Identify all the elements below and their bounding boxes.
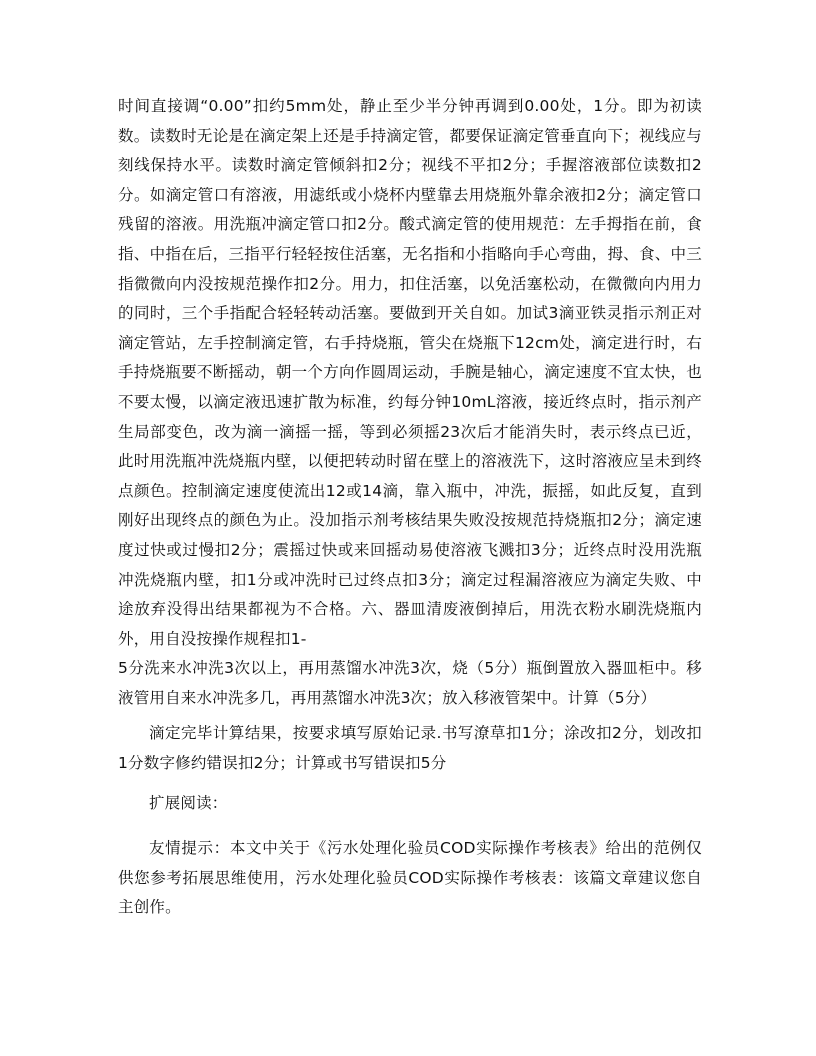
- paragraph-gap: [118, 818, 702, 834]
- body-paragraph-calculation: 滴定完毕计算结果，按要求填写原始记录.书写潦草扣1分；涂改扣2分，划改扣1分数字修约错误扣2分；计算或书写错误扣5分: [118, 724, 702, 773]
- body-paragraph-cleaning: 5分洗来水冲洗3次以上，再用蒸馏水冲洗3次，烧（5分）瓶倒置放入器皿柜中。移液管用自来水冲洗多几，再用蒸馏水冲洗3次；放入移液管架中。计算（5分）: [118, 659, 702, 707]
- document-page: [118, 92, 702, 923]
- body-paragraph-main: 时间直接调“0.00”扣约5mm处，静止至少半分钟再调到0.00处，1分。即为初读数。读数时无论是在滴定架上还是手持滴定管，都要保证滴定管垂直向下；视线应与刻线保持水平。读数时滴定管倾斜扣2分；视线不平扣2分；手握溶液部位读数扣2分。如滴定管口有溶液，用滤纸或小烧杯内壁靠去用烧瓶外靠余液扣2分；滴定管口残留的溶液。用洗瓶冲滴定管口扣2分。酸式滴定管的使用规范：左手拇指在前，食指、中指在后，三指平行轻轻按住活塞，无名指和小指略向手心弯曲，拇、食、中三指微微向内没按规范操作扣2分。用力，扣住活塞，以免活塞松动，在微微向内用力的同时，三个手指配合轻轻转动活塞。要做到开关自如。加试3滴亚铁灵指示剂正对滴定管站，左手控制滴定管，右手持烧瓶，管尖在烧瓶下12cm处，滴定进行时，右手持烧瓶要不断摇动，朝一个方向作圆周运动，手腕是轴心，滴定速度不宜太快，也不要太慢，以滴定液迅速扩散为标准，约每分钟10mL溶液，接近终点时，指示剂产生局部变色，改为滴一滴摇一摇，等到必须摇23次后才能消失时，表示终点已近，此时用洗瓶冲洗烧瓶内壁，以便把转动时留在壁上的溶液洗下，这时溶液应呈未到终点颜色。控制滴定速度使流出12或14滴，靠入瓶中，冲洗，振摇，如此反复，直到刚好出现终点的颜色为止。没加指示剂考核结果失败没按规范持烧瓶扣2分；滴定速度过快或过慢扣2分；震摇过快或来回摇动易使溶液飞溅扣3分；近终点时没用洗瓶冲洗烧瓶内壁，扣1分或冲洗时已过终点扣3分；滴定过程漏溶液应为滴定失败、中途放弃没得出结果都视为不合格。六、器皿清废液倒掉后，用洗衣粉水刷洗烧瓶内外，用自没按操作规程扣1-: [118, 97, 702, 648]
- extended-reading-heading: 扩展阅读：: [149, 793, 228, 812]
- paragraph-gap: [118, 779, 702, 789]
- friendly-tip-paragraph: 友情提示：本文中关于《污水处理化验员COD实际操作考核表》给出的范例仅供您参考拓展思维使用，污水处理化验员COD实际操作考核表：该篇文章建议您自主创作。: [118, 839, 702, 917]
